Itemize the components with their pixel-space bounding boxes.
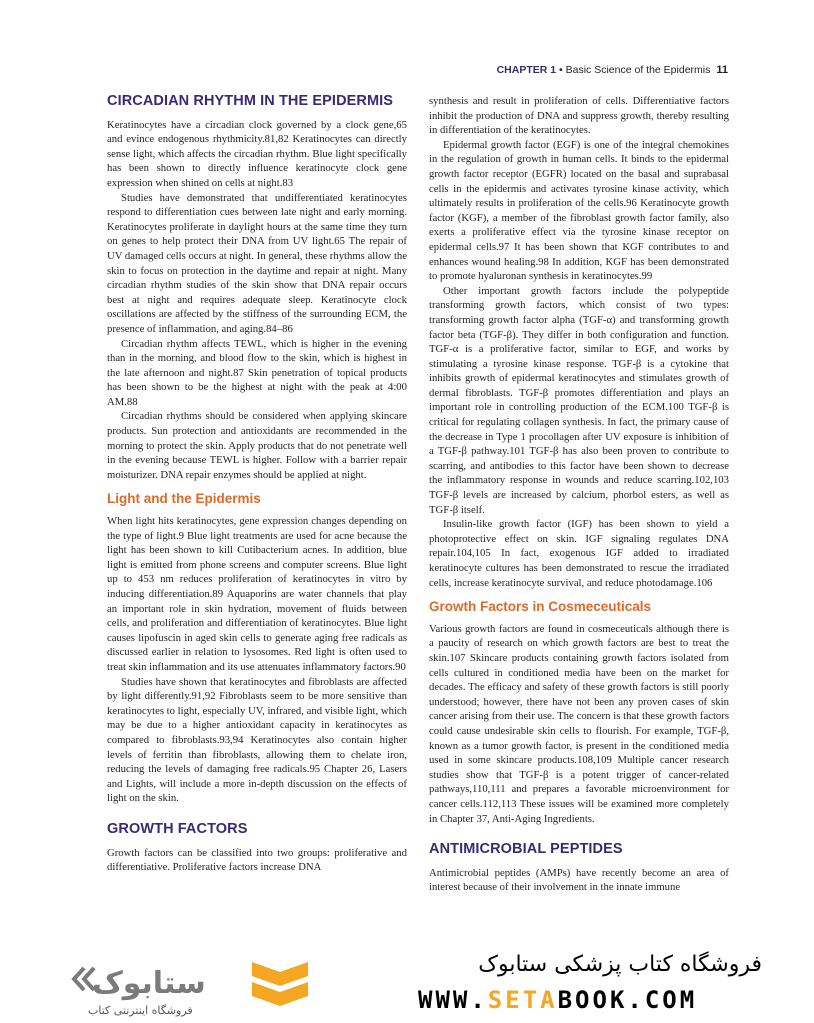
paragraph: Other important growth factors include the polypeptide transforming growth factors, which consist of two types: transforming growth factor alpha (TGF-α) and transforming growth factor beta (TGF-β). They differ in both configuration and function. TGF-α is a proliferative factor, similar to EGF, and works by stimulating a tyrosine kinase response. TGF-β is a cytokine that inhibits growth of epidermal keratinocytes and stimulates growth of dermal fibroblasts. TGF-β promotes differentiation and plays an important role in controlling production of the ECM.100 TGF-β is critical for regulating collagen synthesis. In fact, the primary cause of the decrease in Type 1 procollagen after UV exposure is inhibition of a TGF-β pathway.101 TGF-β has also been proven to contribute to scarring, and antibodies to this factor have been shown to decrease the inflammatory response in wounds and reduce scarring.102,103 TGF-β levels are increased by calcium, phorbol esters, as well as TGF-β itself. (429, 284, 729, 516)
left-column (107, 94, 407, 875)
paragraph: When light hits keratinocytes, gene expression changes depending on the type of light.9 Blue light treatments are used for acne because the light has been shown to kill Cutibacterium acnes. In addition, blue light is emitted from phone screens and computer screens. Blue light up to 453 nm reduces proliferation of keratinocytes in vitro by inducing differentiation.89 Aquaporins are water channels that play an important role in skin hydration, movement of fluids between cells, and proliferation and differentiation of keratinocytes. Blue light causes lipofuscin in aged skin cells to generate aging free radicals as discussed earlier in relation to lysosomes. Red light is often used to treat skin inflammation and its use attenuates inflammatory factors.90 (107, 515, 407, 673)
store-logo-subtitle: فروشگاه اینترنتی کتاب (88, 1004, 193, 1017)
running-header (497, 64, 728, 76)
paragraph: Circadian rhythms should be considered when applying skincare products. Sun protection and antioxidants are recommended in the morning to protect the skin. Apply products that do not penetrate well in the evening because TEWL is higher. Follow with a barrier repair moisturizer. DNA repair enzymes should be applied at night. (107, 410, 407, 481)
paragraph: Insulin-like growth factor (IGF) has been shown to yield a photoprotective effect on skin. IGF signaling regulates DNA repair.104,105 In fact, exogenous IGF added to irradiated keratinocyte cultures has been demonstrated to rescue the irradiated cells, increase keratinocyte survival, and reduce photodamage.106 (429, 518, 729, 589)
url-prefix: WWW. (418, 986, 488, 1014)
store-logo-text: ستابوک (92, 966, 206, 1001)
paragraph: Studies have demonstrated that undifferentiated keratinocytes respond to differentiation cues between late night and early morning. Keratinocytes proliferate in daylight hours at the same time they turn on genes to help protect their DNA from UV light.65 The repair of UV damaged cells occurs at night. In general, these rhythms allow the skin to focus on protection in the daytime and repair at night. Many circadian rhythm studies of the skin show that DNA repair occurs best at night and requires adequate sleep. Keratinocyte clock oscillations are affected by the stiffness of the surrounding ECM, the presence of inflammation, and aging.84–86 (107, 191, 407, 335)
heading-antimicrobial: ANTIMICROBIAL PEPTIDES (429, 841, 623, 858)
paragraph: Growth factors can be classified into two groups: proliferative and differentiative. Proliferative factors increase DNA (107, 846, 407, 874)
paragraph: Circadian rhythm affects TEWL, which is higher in the evening than in the morning, and blood flow to the skin, which is highest in the late afternoon and night.87 Skin penetration of topical products has been shown to be the highest at night with the peak at 4:00 AM.88 (107, 337, 407, 408)
paragraph: Various growth factors are found in cosmeceuticals although there is a paucity of research on which growth factors are best to treat the skin.107 Skincare products containing growth factors isolated from cells cultured in conditioned media have been on the market for decades. The efficacy and safety of these growth factors is still poorly understood; however, there have not been any proven cases of skin cancer arising from their use. The concern is that these growth factors could cause undesirable skin cells to flourish. For example, TGF-β, known as a tumor growth factor, is present in the conditioned media used in some skincare products.108,109 Multiple cancer research studies show that TGF-β is a potent trigger of cancer-related pathways,110,111 and prepares a favorable microenvironment for cancer cells.112,113 These issues will be examined more completely in Chapter 37, Anti-Aging Ingredients. (429, 622, 729, 825)
url-suffix: BOOK.COM (557, 986, 698, 1014)
store-url[interactable] (418, 986, 697, 1014)
header-separator: • (556, 64, 566, 76)
heading-circadian: CIRCADIAN RHYTHM IN THE EPIDERMIS (107, 93, 394, 109)
paragraph: Keratinocytes have a circadian clock governed by a clock gene,65 and evince endogenous rhythmicity.81,82 Keratinocytes can directly sense light, which affects the circadian rhythm. Blue light specifically has been shown to directly influence keratinocyte clock gene expression when shined on cells at night.83 (107, 118, 407, 189)
chapter-title: Basic Science of the Epidermis (565, 64, 711, 76)
page-number: 11 (716, 64, 728, 76)
paragraph: Epidermal growth factor (EGF) is one of the integral chemokines in the regulation of growth in human cells. It binds to the epidermal growth factor receptor (EGFR) located on the basal and suprabasal cells in the epidermis and activates tyrosine kinase activity, which ultimately results in proliferation of the cells.96 Keratinocyte growth factor (KGF), a member of the fibroblast growth factor family, also exerts a proliferative effect via the tyrosine kinase receptor on epidermal cells.97 It has been shown that KGF contributes to and enhances wound healing.98 In addition, KGF has been demonstrated to promote hyaluronan synthesis in keratinocytes.99 (429, 138, 729, 283)
heading-cosmeceuticals: Growth Factors in Cosmeceuticals (429, 599, 652, 615)
store-name: فروشگاه کتاب پزشکی ستابوک (478, 952, 762, 977)
heading-light: Light and the Epidermis (107, 491, 261, 507)
paragraph: synthesis and result in proliferation of cells. Differentiative factors inhibit the production of DNA and suppress growth, thereby resulting in differentiation of the keratinocytes. (429, 95, 729, 137)
paragraph: Antimicrobial peptides (AMPs) have recently become an area of interest because of their involvement in the innate immune (429, 866, 729, 894)
right-column (429, 94, 729, 895)
book-logo-icon (248, 958, 312, 1014)
chapter-label: CHAPTER 1 (496, 64, 557, 76)
url-highlight: SETA (487, 986, 558, 1014)
heading-growth-factors: GROWTH FACTORS (107, 820, 248, 837)
paragraph: Studies have shown that keratinocytes and fibroblasts are affected by light differently.91,92 Fibroblasts seem to be more sensitive than keratinocytes to light, especially UV, infrared, and visible light, which may be due to a higher antioxidant capacity in keratinocytes as compared to fibroblasts.93,94 Keratinocytes also contain higher levels of ferritin than fibroblasts, allowing them to chelate iron, reducing the levels of damaging free radicals.95 Chapter 26, Lasers and Lights, will include a more in-depth discussion on the effects of light on the skin. (107, 675, 407, 805)
